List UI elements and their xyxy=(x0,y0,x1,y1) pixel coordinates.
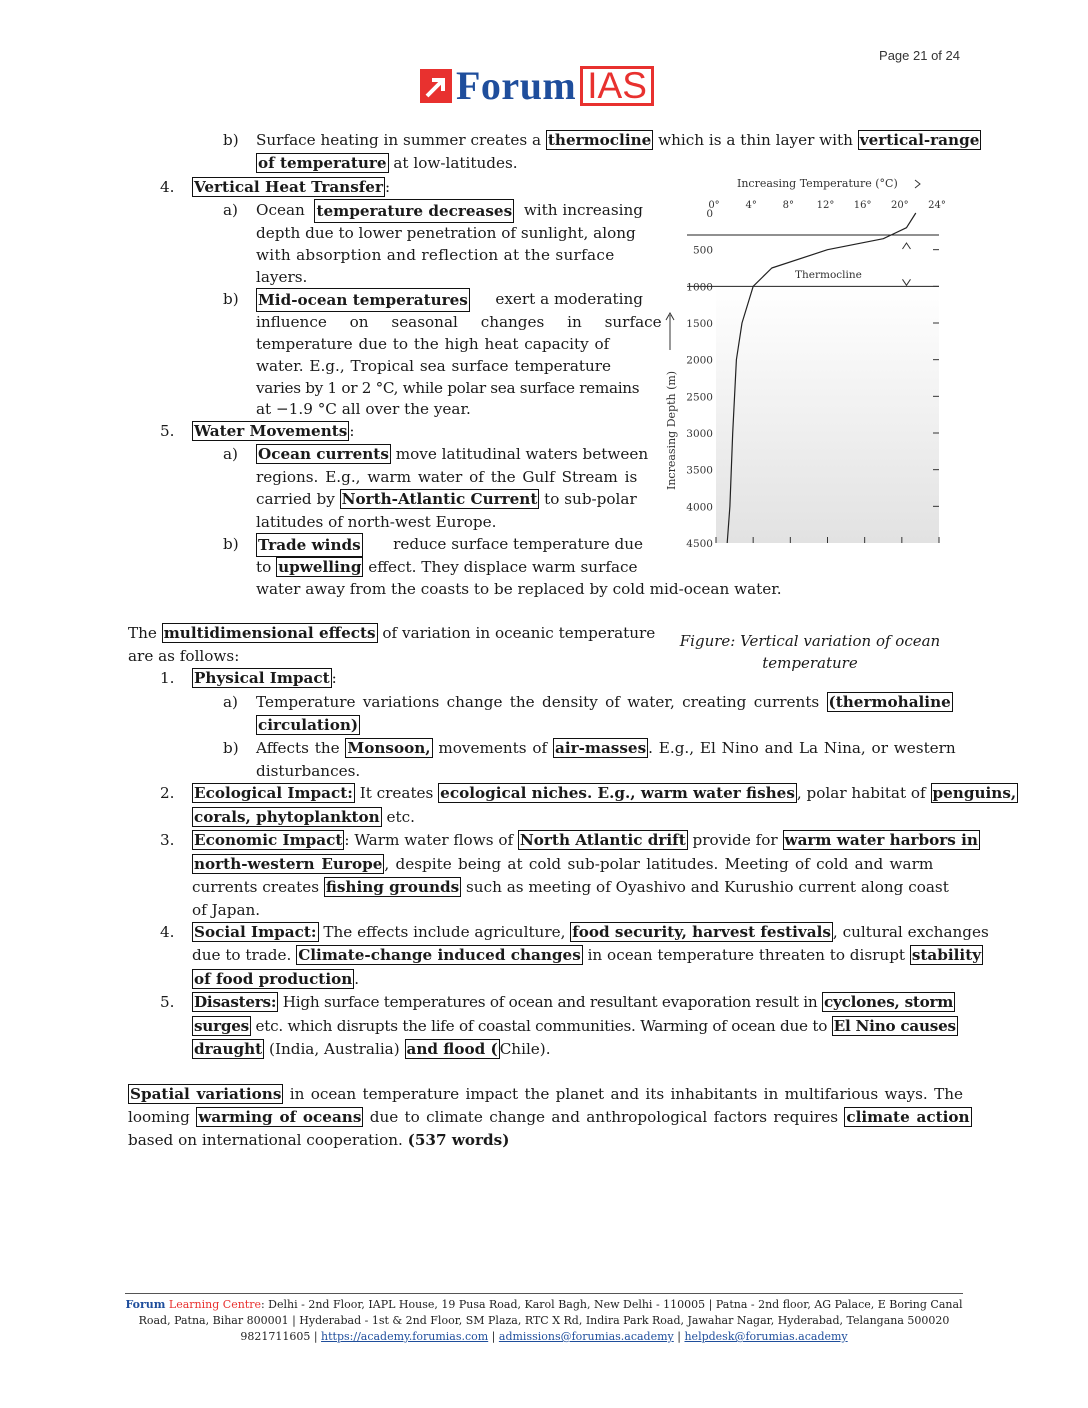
paragraph-line: layers. xyxy=(256,268,308,286)
y-tick-label: 1500 xyxy=(686,318,713,330)
paragraph-line: latitudes of north-west Europe. xyxy=(256,513,497,531)
paragraph-line: based on international cooperation. (537 words) xyxy=(128,1131,510,1149)
list-prefix: a) xyxy=(223,445,238,463)
paragraph-line: Temperature variations change the density of water, creating currents (thermohaline xyxy=(256,693,951,711)
figure-caption: temperature xyxy=(762,654,858,672)
forumias-logo xyxy=(420,63,654,108)
paragraph-line: regions. E.g., warm water of the Gulf Stream is xyxy=(256,468,638,486)
paragraph-line: depth due to lower penetration of sunlight, along xyxy=(256,224,636,242)
list-prefix: a) xyxy=(223,201,238,219)
paragraph-line: Ocean currents move latitudinal waters between xyxy=(258,445,649,463)
paragraph-line: due to trade. Climate-change induced changes in ocean temperature threaten to disrupt stability xyxy=(192,946,982,964)
paragraph-line: disturbances. xyxy=(256,762,361,780)
y-tick-label: 2500 xyxy=(686,391,713,404)
x-axis-arrow-icon xyxy=(915,180,920,188)
x-tick-label: 8° xyxy=(782,200,795,211)
y-tick-label: 4000 xyxy=(686,501,713,514)
list-number: 3. xyxy=(160,831,175,849)
thermocline-annotation: Thermocline xyxy=(795,269,862,281)
y-tick-label: 4500 xyxy=(686,538,713,550)
figure-caption: Figure: Vertical variation of ocean xyxy=(679,632,941,650)
footer-brand-sub: Learning Centre xyxy=(168,1298,261,1311)
paragraph-line: corals, phytoplankton etc. xyxy=(194,808,415,826)
list-prefix: b) xyxy=(223,290,239,308)
x-tick-label: 4° xyxy=(745,200,757,211)
paragraph-line: Ocean temperature decreases with increasing xyxy=(256,199,643,223)
y-tick-label: 0 xyxy=(706,208,713,220)
thermocline-chart xyxy=(655,170,955,555)
paragraph-line: Affects the Monsoon, movements of air-masses . E.g., El Nino and La Nina, or western xyxy=(256,739,956,757)
list-prefix: b) xyxy=(223,131,239,149)
list-number: 4. xyxy=(160,923,175,941)
footer-contact-line: 9821711605 | https://academy.forumias.com | admissions@forumias.academy | helpdesk@forumias.academy xyxy=(240,1330,848,1343)
footer-brand: Forum xyxy=(125,1298,166,1311)
paragraph-line: looming warming of oceans due to climate change and anthropological factors requires climate action xyxy=(128,1108,970,1126)
list-number: 2. xyxy=(160,784,175,802)
page-number: Page 21 of 24 xyxy=(879,48,960,63)
paragraph-line: The multidimensional effects of variation in oceanic temperature xyxy=(128,624,656,642)
y-tick-label: 2000 xyxy=(686,354,713,367)
footer-address-line: Forum Learning Centre: Delhi - 2nd Floor, IAPL House, 19 Pusa Road, Karol Bagh, New Delhi - 110005 | Patna - 2nd floor, AG Palace, E Boring Canal xyxy=(125,1298,963,1311)
paragraph-line: Social Impact: The effects include agriculture, food security, harvest festivals , cultural exchanges xyxy=(194,923,989,941)
paragraph-line: temperature due to the high heat capacity of xyxy=(256,335,610,353)
paragraph-line: surges etc. which disrupts the life of coastal communities. Warming of ocean due to El Nino causes xyxy=(194,1017,956,1035)
x-tick-label: 16° xyxy=(853,200,872,211)
paragraph-line: with absorption and reflection at the surface xyxy=(256,246,615,264)
paragraph-line: Trade winds reduce surface temperature due xyxy=(256,533,643,557)
paragraph-line: water away from the coasts to be replaced by cold mid-ocean water. xyxy=(256,580,782,598)
list-prefix: a) xyxy=(223,693,238,711)
list-number: 5. xyxy=(160,422,175,440)
paragraph-line: of temperature at low-latitudes. xyxy=(258,154,518,172)
y-tick-label: 500 xyxy=(692,244,713,257)
list-prefix: b) xyxy=(223,739,239,757)
thermocline-down-arrow-icon xyxy=(902,279,910,285)
footer-divider xyxy=(125,1293,963,1294)
paragraph-line: are as follows: xyxy=(128,647,240,665)
paragraph-line: Spatial variations in ocean temperature impact the planet and its inhabitants in multifarious ways. The xyxy=(130,1085,963,1103)
paragraph-line: Disasters: High surface temperatures of ocean and resultant evaporation result in cyclones, storm xyxy=(194,993,954,1011)
paragraph-line: currents creates fishing grounds such as meeting of Oyashivo and Kurushio current along coast xyxy=(192,878,949,896)
paragraph-line: circulation) xyxy=(258,716,359,734)
x-tick-label: 12° xyxy=(816,200,835,211)
paragraph-line: north-western Europe , despite being at cold sub-polar latitudes. Meeting of cold and warm xyxy=(194,855,934,873)
list-prefix: b) xyxy=(223,535,239,553)
y-tick-label: 3500 xyxy=(686,464,713,477)
paragraph-line: to upwelling effect. They displace warm surface xyxy=(256,558,638,576)
y-tick-label: 3000 xyxy=(686,428,713,440)
section-heading: Water Movements : xyxy=(194,422,355,440)
y-tick-label: 1000 xyxy=(686,281,713,294)
paragraph-line: Economic Impact : Warm water flows of North Atlantic drift provide for warm water harbors in xyxy=(194,831,978,849)
paragraph-line: water. E.g., Tropical sea surface temperature xyxy=(256,357,612,375)
paragraph-line: draught (India, Australia) and flood ( Chile). xyxy=(194,1040,551,1058)
paragraph-line: Surface heating in summer creates a thermocline which is a thin layer with vertical-range xyxy=(256,131,980,149)
admissions-email-link[interactable]: admissions@forumias.academy xyxy=(498,1330,674,1343)
logo-arrow-icon xyxy=(420,69,452,103)
deep-water-shading xyxy=(716,286,939,543)
paragraph-line: influence on seasonal changes in surface xyxy=(256,313,662,331)
academy-link[interactable]: https://academy.forumias.com xyxy=(321,1330,489,1343)
y-axis-label: Increasing Depth (m) xyxy=(665,370,678,490)
x-tick-label: 24° xyxy=(928,200,946,211)
footer-address-line: Road, Patna, Bihar 800001 | Hyderabad - 1st & 2nd Floor, SM Plaza, RTC X Rd, Indira Park Road, Jawahar Nagar, Hyderabad, Telangana 500020 xyxy=(138,1314,950,1327)
paragraph-line: of food production . xyxy=(194,970,360,988)
list-number: 4. xyxy=(160,178,175,196)
logo-forum-text: Forum xyxy=(456,63,577,108)
paragraph-line: varies by 1 or 2 °C, while polar sea surface remains xyxy=(256,379,640,397)
paragraph-line: Ecological Impact: It creates ecological niches. E.g., warm water fishes , polar habitat of penguins, xyxy=(194,784,1017,802)
x-axis-label: Increasing Temperature (°C) xyxy=(737,177,898,190)
thermocline-up-arrow-icon xyxy=(902,243,910,249)
paragraph-line: carried by North-Atlantic Current to sub-polar xyxy=(256,490,637,508)
section-heading: Vertical Heat Transfer : xyxy=(194,178,391,196)
paragraph-line: Mid-ocean temperatures exert a moderating xyxy=(256,288,643,312)
x-tick-label: 20° xyxy=(890,200,909,211)
x-tick-label: 0° xyxy=(708,200,720,211)
logo-ias-text: IAS xyxy=(580,66,654,106)
list-number: 5. xyxy=(160,993,175,1011)
section-heading: Physical Impact : xyxy=(194,669,337,687)
paragraph-line: at −1.9 °C all over the year. xyxy=(256,400,471,418)
list-number: 1. xyxy=(160,669,175,687)
paragraph-line: of Japan. xyxy=(192,901,261,919)
helpdesk-email-link[interactable]: helpdesk@forumias.academy xyxy=(684,1330,848,1343)
